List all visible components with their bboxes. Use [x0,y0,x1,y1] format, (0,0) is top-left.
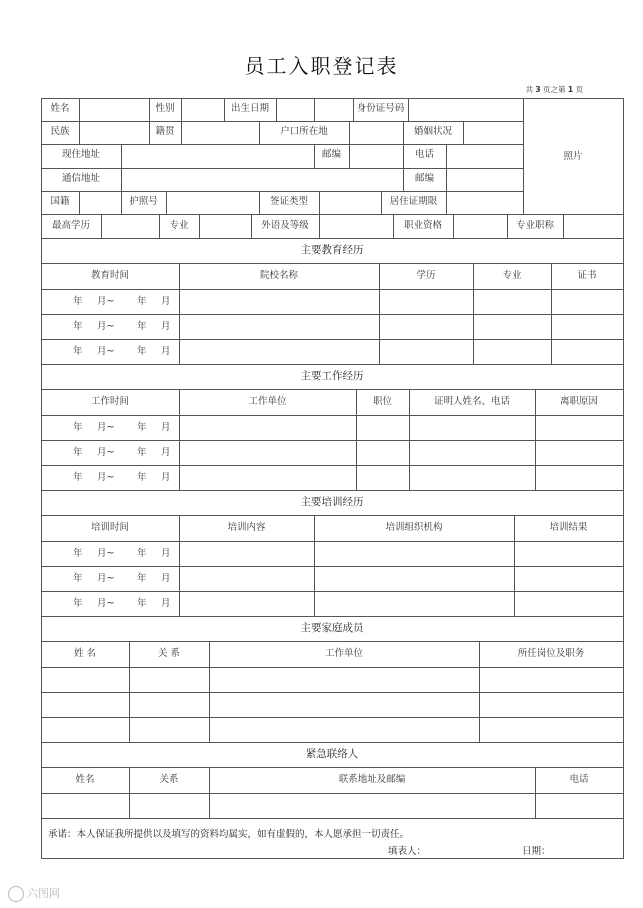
watermark: 六图网 [8,885,60,902]
h-rule [41,415,624,416]
v-rule [408,98,409,122]
work-date-cell: 月~ [97,422,115,433]
work-header: 证明人姓名、电话 [433,396,510,407]
label-birth: 出生日期 [230,103,269,114]
label-gender: 性别 [155,103,175,114]
h-rule [41,314,624,315]
v-rule [409,465,410,491]
training-date-cell: 月 [161,548,171,559]
filler-label: 填表人： [388,846,427,857]
h-rule [41,364,624,365]
promise-text: 承诺：本人保证我所提供以及填写的资料均属实，如有虚假的，本人愿承担一切责任。 [48,829,410,840]
v-rule [551,314,552,340]
v-rule [179,465,180,491]
training-date-cell: 月 [161,573,171,584]
v-rule [101,214,102,239]
label-phone: 电话 [414,149,434,160]
h-rule [41,144,524,145]
h-rule [41,168,524,169]
training-header: 培训时间 [90,522,129,533]
v-rule [356,415,357,441]
h-rule [41,541,624,542]
v-rule [514,566,515,592]
h-rule [41,742,624,743]
emergency-header: 电话 [569,774,589,785]
h-rule [41,616,624,617]
h-rule [41,515,624,516]
v-rule [166,191,167,215]
label-visa: 签证类型 [269,196,308,207]
v-rule [535,415,536,441]
label-major: 专业 [169,220,189,231]
v-rule [409,415,410,441]
label-marital: 婚姻状况 [413,126,452,137]
label-mail-addr: 通信地址 [61,173,100,184]
v-rule [479,692,480,718]
work-date-cell: 年 [73,422,83,433]
h-rule [41,818,624,819]
training-header: 培训内容 [227,522,266,533]
v-rule [479,717,480,743]
education-date-cell: 月 [161,346,171,357]
emergency-header: 姓名 [75,774,95,785]
work-header: 工作单位 [248,396,287,407]
education-date-cell: 月 [161,296,171,307]
work-date-cell: 年 [137,472,147,483]
v-rule [463,121,464,145]
v-rule [314,541,315,567]
v-rule [79,98,80,122]
v-rule [473,339,474,365]
education-header: 证书 [577,270,597,281]
v-rule [473,289,474,315]
education-date-cell: 月 [161,321,171,332]
work-header: 离职原因 [559,396,598,407]
label-address: 现住地址 [61,149,100,160]
v-rule [514,591,515,617]
watermark-icon [8,886,24,902]
training-date-cell: 年 [73,548,83,559]
education-date-cell: 月~ [97,321,115,332]
education-date-cell: 年 [73,346,83,357]
v-rule [199,214,200,239]
training-date-cell: 年 [137,548,147,559]
page-info: 共 3 页之第 1 页 [525,85,583,94]
training-date-cell: 年 [137,573,147,584]
training-section-title: 主要培训经历 [300,496,364,508]
emergency-section-title: 紧急联络人 [305,748,359,760]
education-header: 教育时间 [90,270,129,281]
h-rule [41,289,624,290]
v-rule [356,465,357,491]
family-header: 姓 名 [73,648,97,659]
v-rule [179,566,180,592]
v-rule [551,289,552,315]
work-date-cell: 年 [73,447,83,458]
h-rule [41,566,624,567]
v-rule [356,440,357,466]
emergency-header: 关系 [159,774,179,785]
training-date-cell: 月~ [97,548,115,559]
v-rule [209,667,210,693]
family-section-title: 主要家庭成员 [300,622,364,634]
work-date-cell: 年 [137,447,147,458]
h-rule [41,858,624,859]
h-rule [41,440,624,441]
h-rule [41,98,624,99]
education-header: 院校名称 [259,270,298,281]
v-rule [179,541,180,567]
v-rule [209,717,210,743]
work-date-cell: 月 [161,472,171,483]
photo-label: 照片 [563,151,583,162]
label-zip: 邮编 [321,149,341,160]
training-header: 培训组织机构 [385,522,443,533]
work-date-cell: 年 [73,472,83,483]
education-date-cell: 年 [73,321,83,332]
label-native: 籍贯 [155,126,175,137]
work-header: 工作时间 [90,396,129,407]
education-date-cell: 年 [73,296,83,307]
education-date-cell: 年 [137,296,147,307]
label-ethnicity: 民族 [50,126,70,137]
v-rule [535,793,536,819]
v-rule [314,566,315,592]
training-date-cell: 年 [73,598,83,609]
education-section-title: 主要教育经历 [300,244,364,256]
family-header: 工作单位 [324,648,363,659]
v-rule [209,793,210,819]
v-rule [79,121,80,145]
v-rule [121,144,122,169]
v-rule [379,289,380,315]
h-rule [41,121,524,122]
work-date-cell: 月 [161,422,171,433]
v-rule [446,168,447,192]
work-date-cell: 月~ [97,447,115,458]
label-education: 最高学历 [51,220,90,231]
education-header: 学历 [416,270,436,281]
v-rule [349,121,350,145]
v-rule [379,314,380,340]
education-header: 专业 [502,270,522,281]
v-rule [349,144,350,169]
education-date-cell: 年 [137,321,147,332]
h-rule [41,465,624,466]
v-rule [379,339,380,365]
label-id: 身份证号码 [356,103,405,114]
label-name: 姓名 [50,103,70,114]
training-header: 培训结果 [549,522,588,533]
v-rule [129,717,130,743]
v-rule [129,793,130,819]
v-rule [79,191,80,215]
form-table [41,98,623,858]
v-rule [319,191,320,215]
work-section-title: 主要工作经历 [300,370,364,382]
v-rule [446,144,447,169]
date-label: 日期： [522,846,551,857]
v-rule [179,591,180,617]
v-rule [181,121,182,145]
v-rule [535,440,536,466]
training-date-cell: 月 [161,598,171,609]
h-rule [41,339,624,340]
work-date-cell: 月 [161,447,171,458]
v-rule [179,339,180,365]
v-rule [129,692,130,718]
label-nationality: 国籍 [50,196,70,207]
label-passport: 护照号 [129,196,158,207]
h-rule [41,490,624,491]
label-mail-zip: 邮编 [414,173,434,184]
v-rule [276,98,277,122]
h-rule [41,389,624,390]
v-rule [121,168,122,192]
v-rule [409,440,410,466]
v-rule [453,214,454,239]
v-rule [129,667,130,693]
training-date-cell: 月~ [97,573,115,584]
h-rule [41,191,524,192]
h-rule [41,263,624,264]
v-rule [551,339,552,365]
family-header: 关 系 [157,648,181,659]
work-header: 职位 [372,396,392,407]
v-rule [563,214,564,239]
h-rule [41,214,624,215]
frame-left [41,98,42,859]
training-date-cell: 月~ [97,598,115,609]
v-rule [473,314,474,340]
frame-right [623,98,624,859]
v-rule [446,191,447,215]
training-date-cell: 年 [137,598,147,609]
label-residence: 居住证期限 [389,196,438,207]
h-rule [41,591,624,592]
label-language: 外语及等级 [261,220,309,231]
label-title: 专业职称 [515,220,554,231]
form-title: 员工入职登记表 [244,54,399,78]
v-rule [179,289,180,315]
v-rule [181,98,182,122]
label-qualification: 职业资格 [403,220,442,231]
family-header: 所任岗位及职务 [517,648,585,659]
work-date-cell: 月~ [97,472,115,483]
v-rule [314,98,315,122]
v-rule [479,667,480,693]
h-rule [41,238,624,239]
work-date-cell: 年 [137,422,147,433]
v-rule [179,314,180,340]
v-rule [209,692,210,718]
emergency-header: 联系地址及邮编 [338,774,406,785]
education-date-cell: 月~ [97,346,115,357]
v-rule [514,541,515,567]
v-rule [319,214,320,239]
v-rule [314,591,315,617]
v-rule [179,415,180,441]
v-rule [179,440,180,466]
label-hukou: 户口所在地 [280,126,328,137]
training-date-cell: 年 [73,573,83,584]
education-date-cell: 年 [137,346,147,357]
education-date-cell: 月~ [97,296,115,307]
v-rule [535,465,536,491]
